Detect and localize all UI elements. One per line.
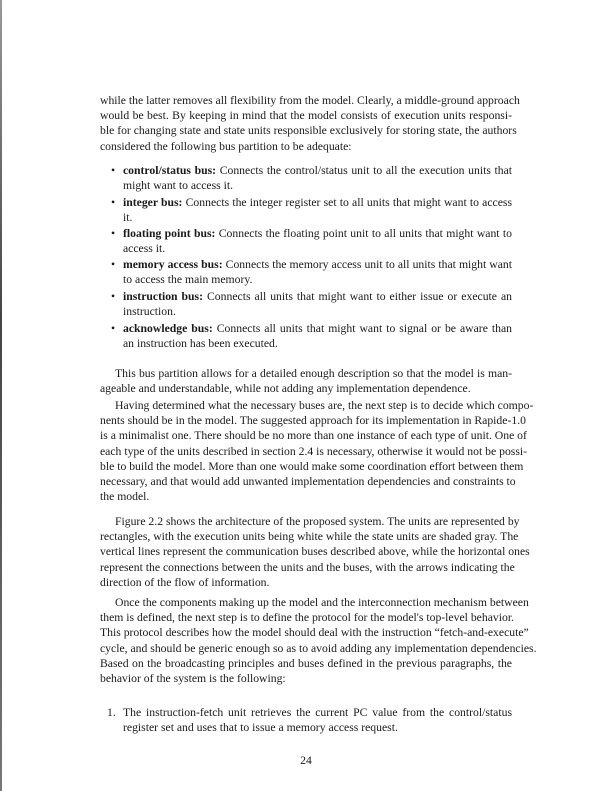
text-line: nents should be in the model. The suggested approach for its implementation in Rapide-1.0	[100, 414, 526, 428]
numbered-item	[100, 705, 512, 735]
bullet-term: acknowledge bus:	[123, 322, 213, 335]
text-line: Based on the broadcasting principles and buses defined in the previous paragraphs, the	[100, 656, 512, 670]
paragraph-intro	[100, 93, 520, 154]
text-line: is a minimalist one. There should be no more than one instance of each type of unit. One of	[100, 429, 527, 443]
bullet-term: memory access bus:	[123, 258, 223, 271]
bullet-icon: •	[111, 164, 116, 177]
text-line: to access the main memory.	[123, 273, 253, 287]
text-line: represent the connections between the units and the buses, with the arrows indicating the	[100, 560, 515, 574]
text-line	[100, 195, 512, 210]
bullet-text: Connects the control/status unit to all the execution units that	[219, 164, 513, 177]
text-line	[100, 163, 512, 178]
text-line: The instruction-fetch unit retrieves the current PC value from the control/status	[123, 706, 512, 719]
text-line: cycle, and should be generic enough so as to avoid adding any implementation dependencies.	[100, 641, 537, 655]
scan-edge	[0, 0, 2, 791]
step-number: 1.	[107, 706, 116, 719]
text-line: an instruction has been executed.	[123, 337, 278, 351]
bullet-item	[100, 289, 512, 319]
page-number: 24	[300, 754, 312, 767]
text-line: vertical lines represent the communication buses described above, while the horizontal ones	[100, 545, 530, 559]
text-line: This bus partition allows for a detailed enough description so that the model is man-	[115, 367, 512, 380]
bullet-text: Connects the integer register set to all units that might want to access	[185, 196, 512, 209]
text-line: each type of the units described in section 2.4 is necessary, otherwise it would not be possi-	[100, 444, 528, 458]
paragraph-having	[100, 398, 534, 504]
text-line: ageable and understandable, while not adding any implementation dependence.	[100, 382, 471, 396]
bullet-item	[100, 321, 512, 351]
text-line: This protocol describes how the model should deal with the instruction “fetch-and-execute”	[100, 626, 529, 640]
text-line	[100, 226, 512, 241]
paragraph-figure	[100, 514, 530, 590]
text-line: Figure 2.2 shows the architecture of the proposed system. The units are represented by	[115, 515, 520, 528]
text-line: it.	[123, 211, 133, 225]
bullet-term: integer bus:	[123, 196, 183, 209]
text-line: ble for changing state and state units responsible exclusively for storing state, the authors	[100, 124, 517, 138]
text-line: instruction.	[123, 305, 176, 319]
bullet-icon: •	[111, 227, 116, 240]
text-line: them is defined, the next step is to define the protocol for the model's top-level behavior.	[100, 611, 514, 625]
text-line: behavior of the system is the following:	[100, 671, 286, 685]
bullet-text: Connects the memory access unit to all units that might want	[225, 258, 512, 271]
text-line	[100, 257, 512, 272]
text-line: considered the following bus partition to be adequate:	[100, 139, 352, 153]
bullet-text: Connects all units that might want to signal or be aware than	[216, 322, 513, 335]
text-line: while the latter removes all flexibility from the model. Clearly, a middle-ground approach	[100, 94, 520, 107]
bullet-icon: •	[111, 258, 116, 271]
text-line: might want to access it.	[123, 179, 234, 193]
text-line: Once the components making up the model and the interconnection mechanism between	[115, 596, 529, 609]
bullet-icon: •	[111, 196, 116, 209]
bullet-item	[100, 163, 512, 193]
text-line: access it.	[123, 242, 166, 256]
text-line	[100, 289, 512, 304]
text-line: ble to build the model. More than one would make some coordination effort between them	[100, 459, 524, 473]
bullet-icon: •	[111, 322, 116, 335]
text-line: direction of the flow of information.	[100, 575, 270, 589]
paragraph-once	[100, 595, 537, 686]
bullet-term: control/status bus:	[123, 164, 217, 177]
bullet-term: floating point bus:	[123, 227, 216, 240]
paragraph-partition	[100, 366, 512, 396]
bullet-text: Connects the floating point unit to all units that might want to	[218, 227, 512, 240]
bullet-text: Connects all units that might want to either issue or execute an	[207, 290, 513, 303]
text-line: would be best. By keeping in mind that the model consists of execution units responsi-	[100, 109, 512, 123]
bullet-item	[100, 226, 512, 256]
bullet-item	[100, 195, 512, 225]
text-line: Having determined what the necessary buses are, the next step is to decide which compo-	[115, 399, 534, 412]
bullet-item	[100, 257, 512, 287]
bullet-icon: •	[111, 290, 116, 303]
text-line: the model.	[100, 490, 150, 504]
text-line	[100, 321, 512, 336]
text-line: register set and uses that to issue a memory access request.	[123, 721, 398, 735]
bullet-term: instruction bus:	[123, 290, 203, 303]
text-line: necessary, and that would add unwanted implementation dependencies and constraints to	[100, 474, 516, 488]
text-line: rectangles, with the execution units being white while the state units are shaded gray. The	[100, 530, 519, 544]
